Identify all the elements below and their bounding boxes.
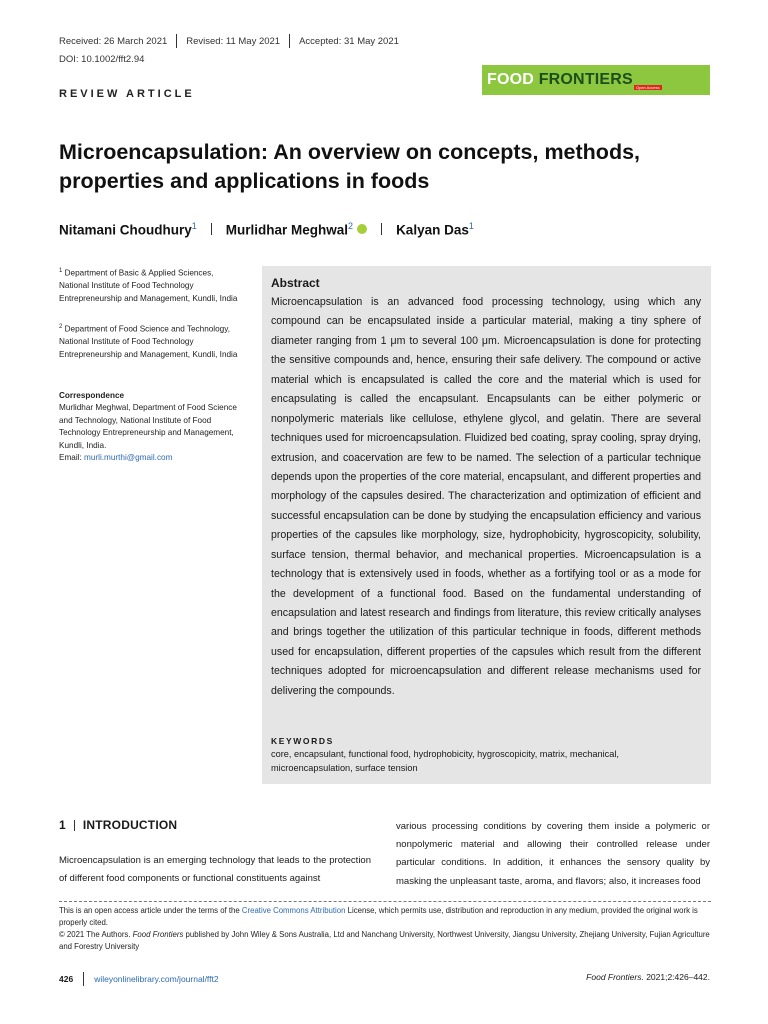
page-footer-left <box>59 972 219 986</box>
license-link[interactable]: Creative Commons Attribution <box>241 906 346 915</box>
orcid-icon[interactable] <box>357 224 367 234</box>
correspondence: Correspondence Murlidhar Meghwal, Department of Food Science and Technology, National Institute of Food Technology Entrepreneurship and Management, Kundli, India. Email: murli.murthi@gmail.com <box>59 390 245 464</box>
keywords-text: core, encapsulant, functional food, hydrophobicity, hygroscopicity, matrix, mechanical, microencapsulation, surface tension <box>271 749 619 773</box>
author-name[interactable]: Nitamani Choudhury$^1$ <box>59 221 197 238</box>
abstract-heading: Abstract <box>271 276 320 290</box>
author-list <box>59 221 474 238</box>
citation: Food Frontiers. 2021;2:426–442. <box>586 972 710 982</box>
journal-url[interactable]: wileyonlinelibrary.com/journal/fft2 <box>94 974 219 984</box>
license-notice: This is an open access article under the terms of the Creative Commons Attribution License, which permits use, distribution and reproduction in any medium, provided the original work is properly cited. © 2021 The Authors. Food Frontiers published by John Wiley & Sons Australia, Ltd and Nanchang University, Northwest University, Jiangsu University, Zhejiang University, Fujian Agriculture and Forestry University <box>59 906 710 952</box>
author-separator <box>381 223 382 235</box>
email-link[interactable]: murli.murthi@gmail.com <box>84 453 173 463</box>
footer-separator <box>83 972 84 986</box>
accepted-date: Accepted: 31 May 2021 <box>299 35 399 47</box>
correspondence-text: Murlidhar Meghwal, Department of Food Science and Technology, National Institute of Food Technology Entrepreneurship and Management, Kundli, India. <box>59 403 237 450</box>
author-name[interactable]: Kalyan Das$^1$ <box>396 221 474 238</box>
affiliation-1: $^1$ Department of Basic & Applied Sciences, National Institute of Food Technology Entrepreneurship and Management, Kundli, India <box>59 268 238 303</box>
footnote-divider <box>59 901 711 902</box>
intro-right-column: various processing conditions by covering them inside a polymeric or nonpolymeric material and allowing their controlled release under particular conditions. In addition, it enhances the sensory quality by masking the unpleasant taste, aroma, and flavors; also, it increases food <box>396 821 710 887</box>
section-heading: 1 INTRODUCTION <box>59 818 178 832</box>
doi[interactable]: DOI: 10.1002/fft2.94 <box>59 54 145 65</box>
logo-word-frontiers: FRONTIERS <box>538 71 633 88</box>
abstract-box <box>262 266 711 784</box>
revised-date: Revised: 11 May 2021 <box>186 35 281 47</box>
page-number: 426 <box>59 974 74 984</box>
received-date: Received: 26 March 2021 <box>59 35 168 47</box>
author-separator <box>211 223 212 235</box>
publication-dates <box>59 34 408 48</box>
keywords-heading: KEYWORDS <box>271 736 334 746</box>
affiliation-2: $^2$ Department of Food Science and Technology, National Institute of Food Technology Entrepreneurship and Management, Kundli, India <box>59 324 238 359</box>
author-name[interactable]: Murlidhar Meghwal$^2$ <box>225 221 354 238</box>
article-type: REVIEW ARTICLE <box>59 88 195 100</box>
correspondence-label: Correspondence <box>59 391 125 400</box>
article-title: Microencapsulation: An overview on concepts, methods, properties and applications in foods <box>59 140 641 193</box>
abstract-text: Microencapsulation is an advanced food processing technology, using which any compound can be encapsulated inside a particular material, making a tiny sphere of diameter ranging from 1 μm to several 100 μm. Microencapsulation is done for protecting the sensitive compounds and, hence, ensuring their safe delivery. The compound or active material which is encapsulated is called the core and the material which is used for encapsulating is called the encapsulant. Encapsulants can be either polymeric or nonpolymeric materials like cellulose, ethylene glycol, and gelatin. There are several techniques used for microencapsulation. Fluidized bed coating, spray cooling, spray drying, extrusion, and coacervation are few to be named. The selection of a particular technique depends upon the properties of the core material, encapsulant, and different properties and morphology of the capsules desired. The characterization and optimization of efficient and successful encapsulation can be done by studying the encapsulation efficiency and various properties of the capsules like morphology, size, hydrophobicity, hygroscopicity, solubility, surface tension, thermal behavior, and mechanical properties. Microencapsulation is a technology that is extensively used in foods, whether as a fortifying tool or as a mode for the development of a functional food. Based on the fundamental understanding of encapsulation and latest research and findings from literature, this review critically analyses and brings together the utilization of this particular technique in foods, different methods used for encapsulation, different properties of the capsules which result from the different techniques adopted for microencapsulation and different release mechanisms used for delivering the compounds. <box>271 296 701 697</box>
intro-left-column: Microencapsulation is an emerging technology that leads to the protection of different food components or functional constituents against <box>59 855 371 885</box>
logo-word-food: FOOD <box>487 71 535 88</box>
journal-logo <box>482 65 710 95</box>
open-access-badge: Open Access <box>636 85 660 90</box>
